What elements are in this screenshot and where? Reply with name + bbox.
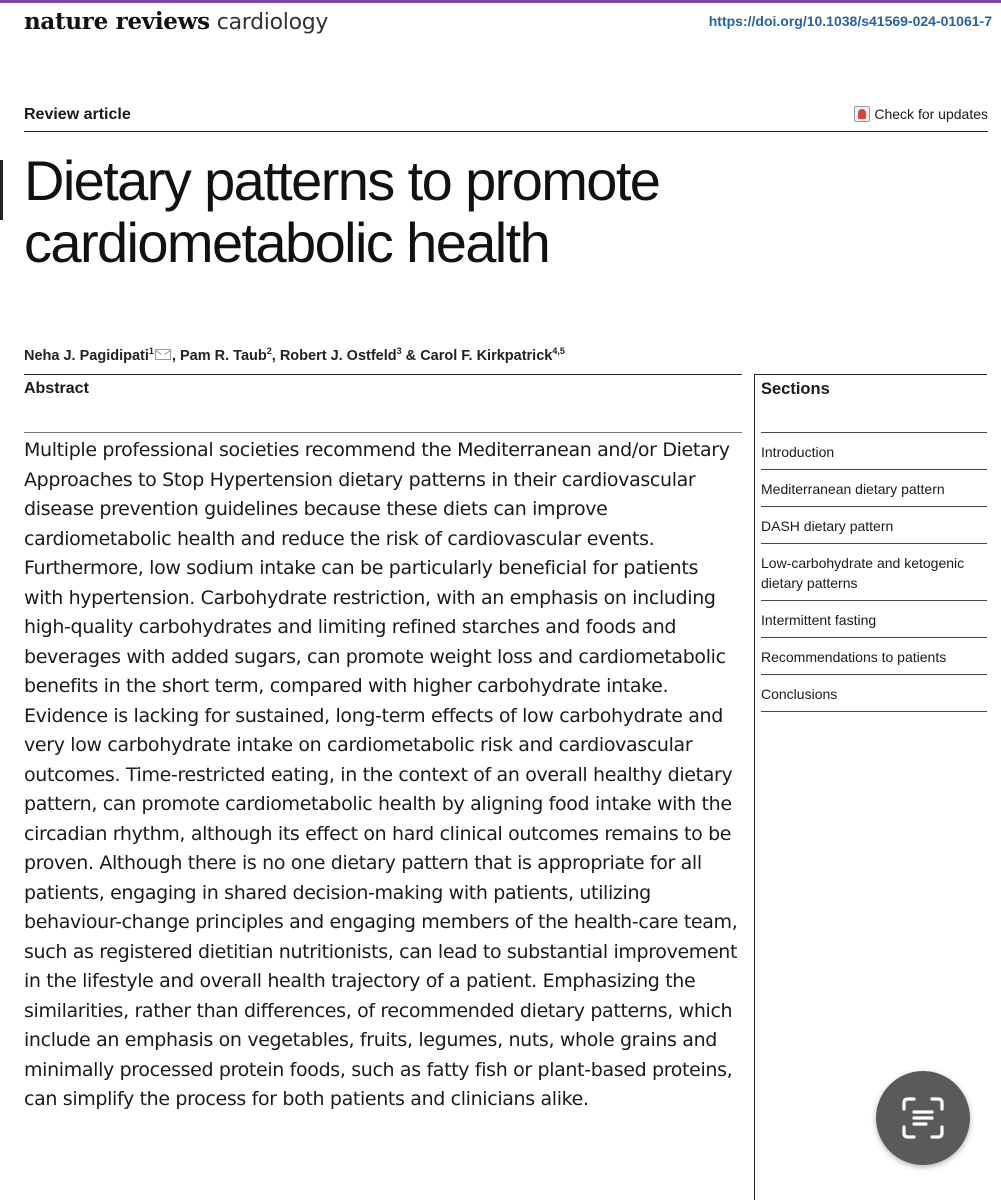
author-affiliation: 4,5: [552, 346, 565, 356]
section-link-recommendations[interactable]: Recommendations to patients: [761, 637, 987, 674]
author-link[interactable]: Pam R. Taub: [179, 347, 267, 364]
mail-icon[interactable]: [155, 349, 171, 360]
check-updates-label: Check for updates: [874, 106, 988, 122]
author-separator: ,: [271, 347, 280, 364]
author-separator: ,: [171, 347, 180, 364]
left-edge-marker: [0, 160, 3, 220]
author-link[interactable]: Carol F. Kirkpatrick: [420, 347, 553, 364]
text-scan-button[interactable]: [876, 1071, 970, 1165]
author-affiliation: 2: [266, 346, 272, 356]
author-affiliation: 1: [148, 346, 154, 356]
abstract-heading: Abstract: [24, 380, 89, 397]
section-link-dash[interactable]: DASH dietary pattern: [761, 506, 987, 543]
sections-sidebar: [754, 374, 989, 1200]
section-list: [761, 432, 987, 712]
sections-top-rule: [755, 374, 987, 375]
article-title: Dietary patterns to promote cardiometabolic health: [24, 149, 660, 274]
journal-name-bold: nature reviews: [24, 8, 210, 35]
journal-name-light: cardiology: [216, 10, 329, 35]
header-rule: [24, 131, 988, 132]
sections-heading: Sections: [761, 380, 830, 398]
abstract-text: Multiple professional societies recommend the Mediterranean and/or Dietary Approaches to Stop Hypertension dietary patterns in their cardiovascular disease prevention guidelines because these diets can improve cardiometabolic health and reduce the risk of cardiovascular events. Furthermore, low sodium intake can be particularly beneficial for patients with hypertension. Carbohydrate restriction, with an emphasis on including high-quality carbohydrates and limiting refined starches and foods and beverages with added sugars, can promote weight loss and cardiometabolic benefits in the short term, compared with higher carbohydrate intake. Evidence is lacking for sustained, long-term effects of low carbohydrate and very low carbohydrate intake on cardiometabolic risk and cardiovascular outcomes. Time-restricted eating, in the context of an overall healthy dietary pattern, can promote cardiometabolic health by aligning food intake with the circadian rhythm, although its effect on hard clinical outcomes remains to be proven. Although there is no one dietary pattern that is appropriate for all patients, engaging in shared decision-making with patients, utilizing behaviour-change principles and engaging members of the health-care team, such as registered dietitian nutritionists, can lead to substantial improvement in the lifestyle and overall health trajectory of a patient. Emphasizing the similarities, rather than differences, of recommended dietary patterns, which include an emphasis on vegetables, fruits, legumes, nuts, whole grains and minimally processed protein foods, such as fatty fish or plant-based proteins, can simplify the process for both patients and clinicians alike.: [24, 439, 738, 1110]
abstract-top-rule: [24, 374, 742, 375]
abstract-divider: [24, 432, 742, 433]
top-accent-line: [0, 0, 1001, 3]
author-link[interactable]: Neha J. Pagidipati: [24, 347, 149, 364]
author-affiliation: 3: [396, 346, 402, 356]
article-type-row: [24, 104, 988, 130]
journal-name[interactable]: [24, 8, 328, 35]
check-updates-icon: [854, 106, 870, 122]
author-separator: &: [401, 347, 421, 364]
check-for-updates-button[interactable]: [854, 106, 988, 122]
section-link-conclusions[interactable]: Conclusions: [761, 674, 987, 712]
journal-header: [24, 4, 992, 38]
author-list: [24, 346, 964, 364]
author-link[interactable]: Robert J. Ostfeld: [279, 347, 397, 364]
text-scan-icon: [901, 1096, 945, 1140]
section-link-intermittent-fasting[interactable]: Intermittent fasting: [761, 600, 987, 637]
section-link-introduction[interactable]: Introduction: [761, 432, 987, 469]
doi-link[interactable]: https://doi.org/10.1038/s41569-024-01061-7: [708, 13, 992, 29]
section-link-low-carbohydrate[interactable]: Low-carbohydrate and ketogenic dietary patterns: [761, 543, 987, 600]
article-type: Review article: [24, 106, 131, 123]
section-link-mediterranean[interactable]: Mediterranean dietary pattern: [761, 469, 987, 506]
